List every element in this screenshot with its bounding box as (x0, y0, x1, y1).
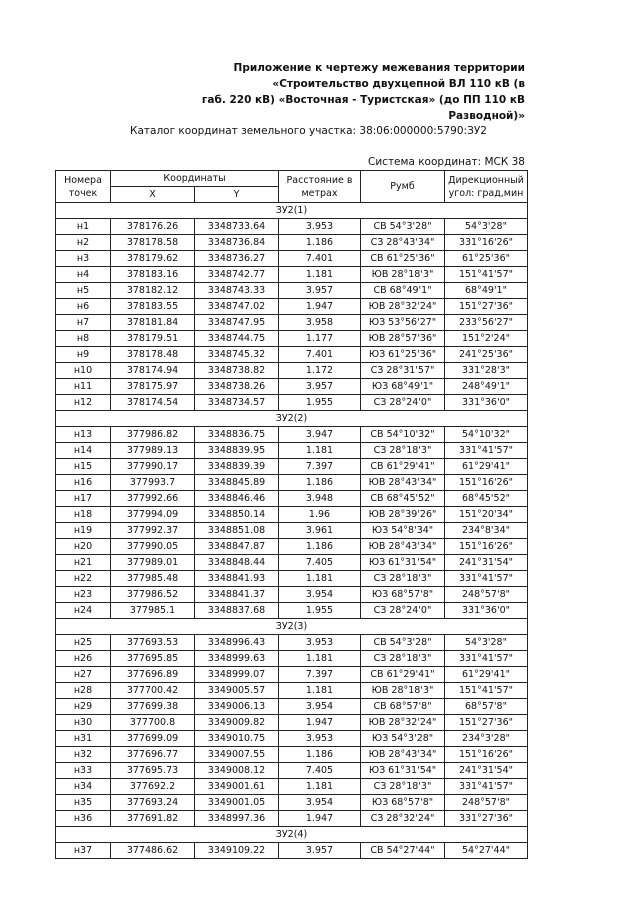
distance-cell: 3.958 (279, 315, 361, 331)
point-cell: н13 (56, 427, 111, 443)
distance-cell: 3.953 (279, 731, 361, 747)
x-cell: 378176.26 (111, 219, 195, 235)
x-cell: 377696.89 (111, 667, 195, 683)
y-cell: 3348839.95 (195, 443, 279, 459)
x-cell: 377696.77 (111, 747, 195, 763)
section-title: ЗУ2(1) (56, 203, 528, 219)
angle-cell: 331°41'57" (445, 443, 528, 459)
rumb-cell: СЗ 28°18'3" (361, 651, 445, 667)
x-cell: 377700.42 (111, 683, 195, 699)
angle-cell: 331°27'36" (445, 811, 528, 827)
rumb-cell: ЮВ 28°18'3" (361, 683, 445, 699)
title-line-2: «Строительство двухцепной ВЛ 110 кВ (в (272, 78, 525, 90)
rumb-cell: ЮВ 28°43'34" (361, 747, 445, 763)
y-cell: 3348744.75 (195, 331, 279, 347)
table-row (56, 363, 528, 379)
rumb-cell: СЗ 28°31'57" (361, 363, 445, 379)
table-row (56, 635, 528, 651)
title-line-3: габ. 220 кВ) «Восточная - Туристская» (до ПП 110 кВ (201, 94, 525, 106)
angle-cell: 241°25'36" (445, 347, 528, 363)
y-cell: 3348851.08 (195, 523, 279, 539)
point-cell: н31 (56, 731, 111, 747)
rumb-cell: СВ 68°49'1" (361, 283, 445, 299)
y-cell: 3349005.57 (195, 683, 279, 699)
point-cell: н37 (56, 843, 111, 859)
x-cell: 378175.97 (111, 379, 195, 395)
y-cell: 3348736.27 (195, 251, 279, 267)
rumb-cell: ЮЗ 68°57'8" (361, 795, 445, 811)
point-cell: н30 (56, 715, 111, 731)
header-points: Номера точек (56, 171, 111, 203)
distance-cell: 3.957 (279, 379, 361, 395)
distance-cell: 7.405 (279, 555, 361, 571)
rumb-cell: СВ 61°29'41" (361, 459, 445, 475)
distance-cell: 1.172 (279, 363, 361, 379)
point-cell: н9 (56, 347, 111, 363)
title-line-4: Разводной)» (448, 110, 525, 122)
x-cell: 378174.54 (111, 395, 195, 411)
table-row (56, 587, 528, 603)
y-cell: 3348836.75 (195, 427, 279, 443)
section-row (56, 827, 528, 843)
x-cell: 378183.55 (111, 299, 195, 315)
rumb-cell: СЗ 28°32'24" (361, 811, 445, 827)
table-row (56, 539, 528, 555)
rumb-cell: ЮЗ 61°31'54" (361, 763, 445, 779)
angle-cell: 331°41'57" (445, 779, 528, 795)
y-cell: 3348733.64 (195, 219, 279, 235)
rumb-cell: СВ 61°25'36" (361, 251, 445, 267)
y-cell: 3348839.39 (195, 459, 279, 475)
x-cell: 377994.09 (111, 507, 195, 523)
x-cell: 377695.85 (111, 651, 195, 667)
point-cell: н32 (56, 747, 111, 763)
title-line-1: Приложение к чертежу межевания территории (233, 62, 525, 74)
distance-cell: 1.177 (279, 331, 361, 347)
rumb-cell: ЮВ 28°32'24" (361, 299, 445, 315)
coordinates-table (55, 170, 528, 859)
distance-cell: 3.957 (279, 283, 361, 299)
angle-cell: 54°10'32" (445, 427, 528, 443)
distance-cell: 1.181 (279, 267, 361, 283)
distance-cell: 3.954 (279, 587, 361, 603)
y-cell: 3348747.02 (195, 299, 279, 315)
rumb-cell: ЮЗ 61°25'36" (361, 347, 445, 363)
x-cell: 377986.52 (111, 587, 195, 603)
catalog-caption: Каталог координат земельного участка: 38:06:000000:5790:ЗУ2 (130, 125, 487, 137)
angle-cell: 248°49'1" (445, 379, 528, 395)
x-cell: 377990.17 (111, 459, 195, 475)
y-cell: 3348999.07 (195, 667, 279, 683)
y-cell: 3348736.84 (195, 235, 279, 251)
angle-cell: 248°57'8" (445, 795, 528, 811)
distance-cell: 1.186 (279, 747, 361, 763)
distance-cell: 7.397 (279, 459, 361, 475)
x-cell: 378178.48 (111, 347, 195, 363)
point-cell: н7 (56, 315, 111, 331)
distance-cell: 1.181 (279, 443, 361, 459)
header-rumb: Румб (361, 171, 445, 203)
distance-cell: 3.957 (279, 843, 361, 859)
y-cell: 3348738.82 (195, 363, 279, 379)
table-row (56, 715, 528, 731)
table-row (56, 427, 528, 443)
x-cell: 378178.58 (111, 235, 195, 251)
rumb-cell: ЮВ 28°43'34" (361, 539, 445, 555)
x-cell: 378174.94 (111, 363, 195, 379)
y-cell: 3349007.55 (195, 747, 279, 763)
section-row (56, 203, 528, 219)
rumb-cell: ЮЗ 68°57'8" (361, 587, 445, 603)
distance-cell: 1.955 (279, 395, 361, 411)
point-cell: н15 (56, 459, 111, 475)
x-cell: 377691.82 (111, 811, 195, 827)
rumb-cell: СВ 54°10'32" (361, 427, 445, 443)
point-cell: н18 (56, 507, 111, 523)
section-row (56, 619, 528, 635)
angle-cell: 151°27'36" (445, 715, 528, 731)
distance-cell: 1.186 (279, 235, 361, 251)
x-cell: 377985.48 (111, 571, 195, 587)
point-cell: н5 (56, 283, 111, 299)
distance-cell: 1.181 (279, 779, 361, 795)
rumb-cell: ЮВ 28°57'36" (361, 331, 445, 347)
rumb-cell: СЗ 28°43'34" (361, 235, 445, 251)
distance-cell: 3.948 (279, 491, 361, 507)
distance-cell: 3.954 (279, 795, 361, 811)
y-cell: 3349001.05 (195, 795, 279, 811)
distance-cell: 1.186 (279, 475, 361, 491)
angle-cell: 241°31'54" (445, 763, 528, 779)
rumb-cell: ЮЗ 61°31'54" (361, 555, 445, 571)
rumb-cell: СЗ 28°24'0" (361, 395, 445, 411)
distance-cell: 1.181 (279, 651, 361, 667)
y-cell: 3348745.32 (195, 347, 279, 363)
table-row (56, 795, 528, 811)
y-cell: 3348999.63 (195, 651, 279, 667)
x-cell: 378183.16 (111, 267, 195, 283)
angle-cell: 151°27'36" (445, 299, 528, 315)
angle-cell: 61°25'36" (445, 251, 528, 267)
table-row (56, 459, 528, 475)
y-cell: 3348996.43 (195, 635, 279, 651)
x-cell: 378181.84 (111, 315, 195, 331)
distance-cell: 1.955 (279, 603, 361, 619)
rumb-cell: ЮЗ 53°56'27" (361, 315, 445, 331)
table-row (56, 571, 528, 587)
table-row (56, 331, 528, 347)
table-row (56, 267, 528, 283)
x-cell: 377993.7 (111, 475, 195, 491)
x-cell: 377989.13 (111, 443, 195, 459)
point-cell: н28 (56, 683, 111, 699)
table-row (56, 667, 528, 683)
y-cell: 3348743.33 (195, 283, 279, 299)
table-row (56, 315, 528, 331)
rumb-cell: СЗ 28°18'3" (361, 779, 445, 795)
rumb-cell: ЮЗ 54°3'28" (361, 731, 445, 747)
y-cell: 3349109.22 (195, 843, 279, 859)
table-row (56, 555, 528, 571)
rumb-cell: СЗ 28°24'0" (361, 603, 445, 619)
y-cell: 3348846.46 (195, 491, 279, 507)
point-cell: н24 (56, 603, 111, 619)
angle-cell: 331°41'57" (445, 571, 528, 587)
angle-cell: 61°29'41" (445, 459, 528, 475)
x-cell: 378179.62 (111, 251, 195, 267)
point-cell: н3 (56, 251, 111, 267)
distance-cell: 7.397 (279, 667, 361, 683)
angle-cell: 68°45'52" (445, 491, 528, 507)
section-title: ЗУ2(3) (56, 619, 528, 635)
rumb-cell: СВ 54°27'44" (361, 843, 445, 859)
angle-cell: 331°16'26" (445, 235, 528, 251)
x-cell: 377986.82 (111, 427, 195, 443)
angle-cell: 234°8'34" (445, 523, 528, 539)
document-title (195, 60, 525, 124)
point-cell: н12 (56, 395, 111, 411)
distance-cell: 1.947 (279, 811, 361, 827)
table-row (56, 523, 528, 539)
point-cell: н27 (56, 667, 111, 683)
angle-cell: 68°49'1" (445, 283, 528, 299)
x-cell: 377700.8 (111, 715, 195, 731)
point-cell: н34 (56, 779, 111, 795)
header-distance: Расстояние в метрах (279, 171, 361, 203)
y-cell: 3348738.26 (195, 379, 279, 395)
point-cell: н23 (56, 587, 111, 603)
point-cell: н22 (56, 571, 111, 587)
x-cell: 377693.53 (111, 635, 195, 651)
distance-cell: 1.947 (279, 299, 361, 315)
rumb-cell: ЮЗ 54°8'34" (361, 523, 445, 539)
x-cell: 377985.1 (111, 603, 195, 619)
table-row (56, 395, 528, 411)
x-cell: 377699.09 (111, 731, 195, 747)
y-cell: 3348747.95 (195, 315, 279, 331)
angle-cell: 151°41'57" (445, 683, 528, 699)
angle-cell: 151°20'34" (445, 507, 528, 523)
rumb-cell: ЮВ 28°43'34" (361, 475, 445, 491)
rumb-cell: СВ 68°57'8" (361, 699, 445, 715)
table-row (56, 219, 528, 235)
point-cell: н1 (56, 219, 111, 235)
angle-cell: 234°3'28" (445, 731, 528, 747)
table-row (56, 731, 528, 747)
x-cell: 377992.37 (111, 523, 195, 539)
y-cell: 3348734.57 (195, 395, 279, 411)
rumb-cell: ЮВ 28°32'24" (361, 715, 445, 731)
distance-cell: 7.405 (279, 763, 361, 779)
table-row (56, 235, 528, 251)
distance-cell: 1.186 (279, 539, 361, 555)
point-cell: н35 (56, 795, 111, 811)
section-row (56, 411, 528, 427)
y-cell: 3348847.87 (195, 539, 279, 555)
point-cell: н16 (56, 475, 111, 491)
table-row (56, 379, 528, 395)
distance-cell: 7.401 (279, 347, 361, 363)
table-row (56, 747, 528, 763)
x-cell: 377486.62 (111, 843, 195, 859)
distance-cell: 1.181 (279, 683, 361, 699)
point-cell: н26 (56, 651, 111, 667)
rumb-cell: ЮЗ 68°49'1" (361, 379, 445, 395)
angle-cell: 68°57'8" (445, 699, 528, 715)
table-row (56, 491, 528, 507)
point-cell: н36 (56, 811, 111, 827)
header-y: Y (195, 187, 279, 203)
y-cell: 3349010.75 (195, 731, 279, 747)
x-cell: 377990.05 (111, 539, 195, 555)
rumb-cell: ЮВ 28°39'26" (361, 507, 445, 523)
rumb-cell: СЗ 28°18'3" (361, 571, 445, 587)
table-row (56, 843, 528, 859)
point-cell: н14 (56, 443, 111, 459)
table-row (56, 443, 528, 459)
angle-cell: 151°2'24" (445, 331, 528, 347)
point-cell: н20 (56, 539, 111, 555)
x-cell: 377693.24 (111, 795, 195, 811)
x-cell: 378182.12 (111, 283, 195, 299)
y-cell: 3348848.44 (195, 555, 279, 571)
x-cell: 378179.51 (111, 331, 195, 347)
rumb-cell: СЗ 28°18'3" (361, 443, 445, 459)
point-cell: н33 (56, 763, 111, 779)
distance-cell: 3.961 (279, 523, 361, 539)
distance-cell: 1.96 (279, 507, 361, 523)
rumb-cell: СВ 54°3'28" (361, 635, 445, 651)
angle-cell: 151°41'57" (445, 267, 528, 283)
y-cell: 3348841.37 (195, 587, 279, 603)
table-row (56, 651, 528, 667)
point-cell: н21 (56, 555, 111, 571)
y-cell: 3349009.82 (195, 715, 279, 731)
distance-cell: 1.947 (279, 715, 361, 731)
x-cell: 377695.73 (111, 763, 195, 779)
point-cell: н4 (56, 267, 111, 283)
point-cell: н8 (56, 331, 111, 347)
angle-cell: 233°56'27" (445, 315, 528, 331)
y-cell: 3348845.89 (195, 475, 279, 491)
angle-cell: 54°3'28" (445, 635, 528, 651)
rumb-cell: СВ 61°29'41" (361, 667, 445, 683)
table-row (56, 283, 528, 299)
y-cell: 3348742.77 (195, 267, 279, 283)
table-row (56, 475, 528, 491)
point-cell: н25 (56, 635, 111, 651)
point-cell: н2 (56, 235, 111, 251)
point-cell: н17 (56, 491, 111, 507)
y-cell: 3348850.14 (195, 507, 279, 523)
angle-cell: 248°57'8" (445, 587, 528, 603)
table-row (56, 811, 528, 827)
rumb-cell: СВ 54°3'28" (361, 219, 445, 235)
y-cell: 3349001.61 (195, 779, 279, 795)
angle-cell: 151°16'26" (445, 747, 528, 763)
table-body (56, 203, 528, 859)
point-cell: н10 (56, 363, 111, 379)
distance-cell: 3.953 (279, 635, 361, 651)
angle-cell: 331°41'57" (445, 651, 528, 667)
x-cell: 377692.2 (111, 779, 195, 795)
angle-cell: 151°16'26" (445, 539, 528, 555)
point-cell: н6 (56, 299, 111, 315)
table-row (56, 347, 528, 363)
section-title: ЗУ2(4) (56, 827, 528, 843)
angle-cell: 54°27'44" (445, 843, 528, 859)
table-row (56, 251, 528, 267)
y-cell: 3348841.93 (195, 571, 279, 587)
angle-cell: 331°36'0" (445, 603, 528, 619)
angle-cell: 61°29'41" (445, 667, 528, 683)
distance-cell: 7.401 (279, 251, 361, 267)
distance-cell: 3.947 (279, 427, 361, 443)
table-row (56, 763, 528, 779)
angle-cell: 151°16'26" (445, 475, 528, 491)
rumb-cell: ЮВ 28°18'3" (361, 267, 445, 283)
table-row (56, 699, 528, 715)
distance-cell: 3.954 (279, 699, 361, 715)
point-cell: н19 (56, 523, 111, 539)
y-cell: 3349006.13 (195, 699, 279, 715)
x-cell: 377989.01 (111, 555, 195, 571)
distance-cell: 3.953 (279, 219, 361, 235)
table-row (56, 683, 528, 699)
rumb-cell: СВ 68°45'52" (361, 491, 445, 507)
y-cell: 3348997.36 (195, 811, 279, 827)
coord-system-caption: Система координат: МСК 38 (368, 156, 525, 168)
point-cell: н11 (56, 379, 111, 395)
y-cell: 3348837.68 (195, 603, 279, 619)
table-row (56, 299, 528, 315)
header-x: X (111, 187, 195, 203)
x-cell: 377699.38 (111, 699, 195, 715)
angle-cell: 331°36'0" (445, 395, 528, 411)
header-coords: Координаты (111, 171, 279, 187)
header-angle: Дирекционный угол: град,мин (445, 171, 528, 203)
angle-cell: 54°3'28" (445, 219, 528, 235)
x-cell: 377992.66 (111, 491, 195, 507)
table-row (56, 779, 528, 795)
section-title: ЗУ2(2) (56, 411, 528, 427)
table-row (56, 603, 528, 619)
distance-cell: 1.181 (279, 571, 361, 587)
y-cell: 3349008.12 (195, 763, 279, 779)
point-cell: н29 (56, 699, 111, 715)
table-row (56, 507, 528, 523)
angle-cell: 331°28'3" (445, 363, 528, 379)
angle-cell: 241°31'54" (445, 555, 528, 571)
